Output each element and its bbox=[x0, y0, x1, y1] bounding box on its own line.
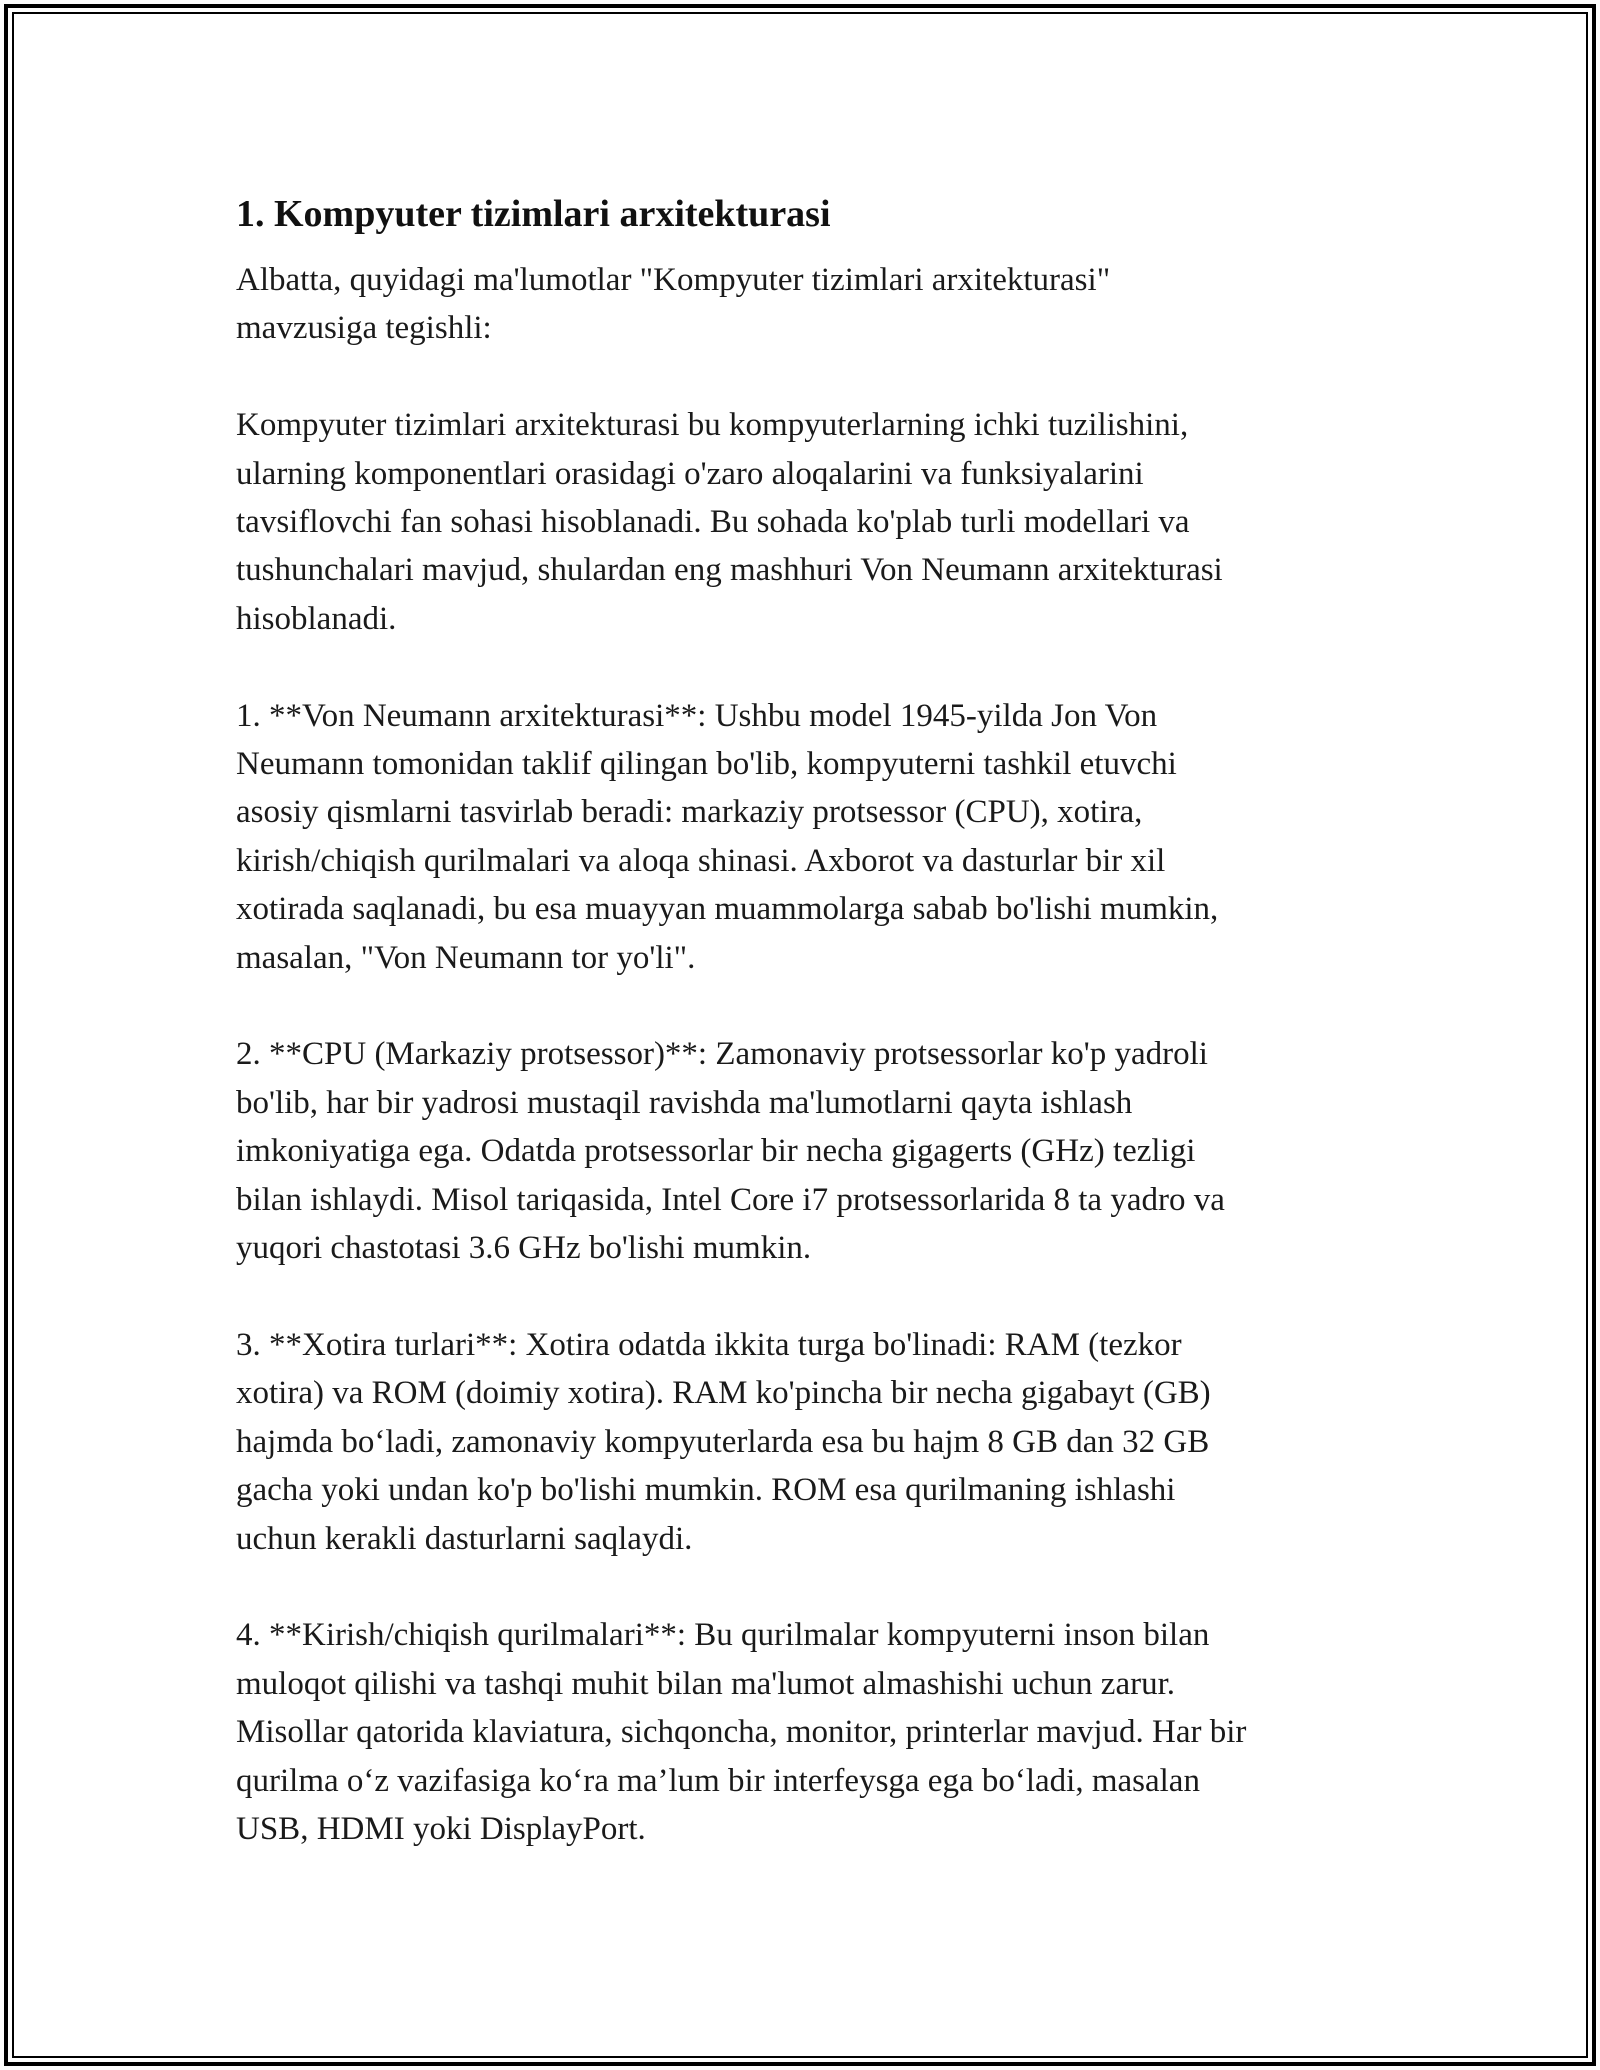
page-title: 1. Kompyuter tizimlari arxitekturasi bbox=[236, 193, 831, 235]
text-line: kirish/chiqish qurilmalari va aloqa shinasi. Axborot va dasturlar bir xil bbox=[236, 842, 1166, 879]
text-line: hisoblanadi. bbox=[236, 600, 397, 637]
definition-paragraph bbox=[236, 401, 1376, 643]
text-line: bo'lib, har bir yadrosi mustaqil ravishda ma'lumotlarni qayta ishlash bbox=[236, 1084, 1133, 1121]
text-line: tavsiflovchi fan sohasi hisoblanadi. Bu sohada ko'plab turli modellari va bbox=[236, 504, 1190, 541]
text-line: ularning komponentlari orasidagi o'zaro aloqalarini va funksiyalarini bbox=[236, 455, 1144, 492]
text-line: xotirada saqlanadi, bu esa muayyan muammolarga sabab bo'lishi mumkin, bbox=[236, 891, 1219, 928]
text-line: uchun kerakli dasturlarni saqlaydi. bbox=[236, 1520, 693, 1557]
text-line: xotira) va ROM (doimiy xotira). RAM ko'pincha bir necha gigabayt (GB) bbox=[236, 1375, 1211, 1412]
text-line: Neumann tomonidan taklif qilingan bo'lib, kompyuterni tashkil etuvchi bbox=[236, 746, 1177, 783]
document-body bbox=[236, 190, 1376, 1902]
list-item-von-neumann bbox=[236, 692, 1376, 982]
text-line: asosiy qismlarni tasvirlab beradi: markaziy protsessor (CPU), xotira, bbox=[236, 794, 1143, 831]
text-line: yuqori chastotasi 3.6 GHz bo'lishi mumkin. bbox=[236, 1230, 812, 1267]
text-line: Kompyuter tizimlari arxitekturasi bu kompyuterlarning ichki tuzilishini, bbox=[236, 407, 1189, 444]
text-line: mavzusiga tegishli: bbox=[236, 310, 492, 347]
text-line: USB, HDMI yoki DisplayPort. bbox=[236, 1810, 646, 1847]
text-line: tushunchalari mavjud, shulardan eng mashhuri Von Neumann arxitekturasi bbox=[236, 552, 1223, 589]
list-item-io-devices bbox=[236, 1611, 1376, 1853]
intro-paragraph bbox=[236, 256, 1376, 353]
text-line: muloqot qilishi va tashqi muhit bilan ma'lumot almashishi uchun zarur. bbox=[236, 1665, 1176, 1702]
text-line: gacha yoki undan ko'p bo'lishi mumkin. ROM esa qurilmaning ishlashi bbox=[236, 1472, 1176, 1509]
text-line: qurilma o‘z vazifasiga ko‘ra ma’lum bir interfeysga ega bo‘ladi, masalan bbox=[236, 1762, 1200, 1799]
text-line: Albatta, quyidagi ma'lumotlar "Kompyuter tizimlari arxitekturasi" bbox=[236, 262, 1111, 298]
text-line: 4. **Kirish/chiqish qurilmalari**: Bu qurilmalar kompyuterni inson bilan bbox=[236, 1617, 1210, 1654]
text-line: 3. **Xotira turlari**: Xotira odatda ikkita turga bo'linadi: RAM (tezkor bbox=[236, 1326, 1182, 1363]
list-item-cpu bbox=[236, 1030, 1376, 1272]
text-line: hajmda bo‘ladi, zamonaviy kompyuterlarda esa bu hajm 8 GB dan 32 GB bbox=[236, 1423, 1210, 1460]
text-line: bilan ishlaydi. Misol tariqasida, Intel Core i7 protsessorlarida 8 ta yadro va bbox=[236, 1181, 1225, 1218]
text-line: masalan, "Von Neumann tor yo'li". bbox=[236, 939, 696, 976]
text-line: Misollar qatorida klaviatura, sichqoncha, monitor, printerlar mavjud. Har bir bbox=[236, 1714, 1247, 1751]
text-line: imkoniyatiga ega. Odatda protsessorlar bir necha gigagerts (GHz) tezligi bbox=[236, 1133, 1196, 1170]
text-line: 1. **Von Neumann arxitekturasi**: Ushbu model 1945-yilda Jon Von bbox=[236, 697, 1158, 734]
list-item-memory-types bbox=[236, 1321, 1376, 1563]
text-line: 2. **CPU (Markaziy protsessor)**: Zamonaviy protsessorlar ko'p yadroli bbox=[236, 1036, 1208, 1073]
